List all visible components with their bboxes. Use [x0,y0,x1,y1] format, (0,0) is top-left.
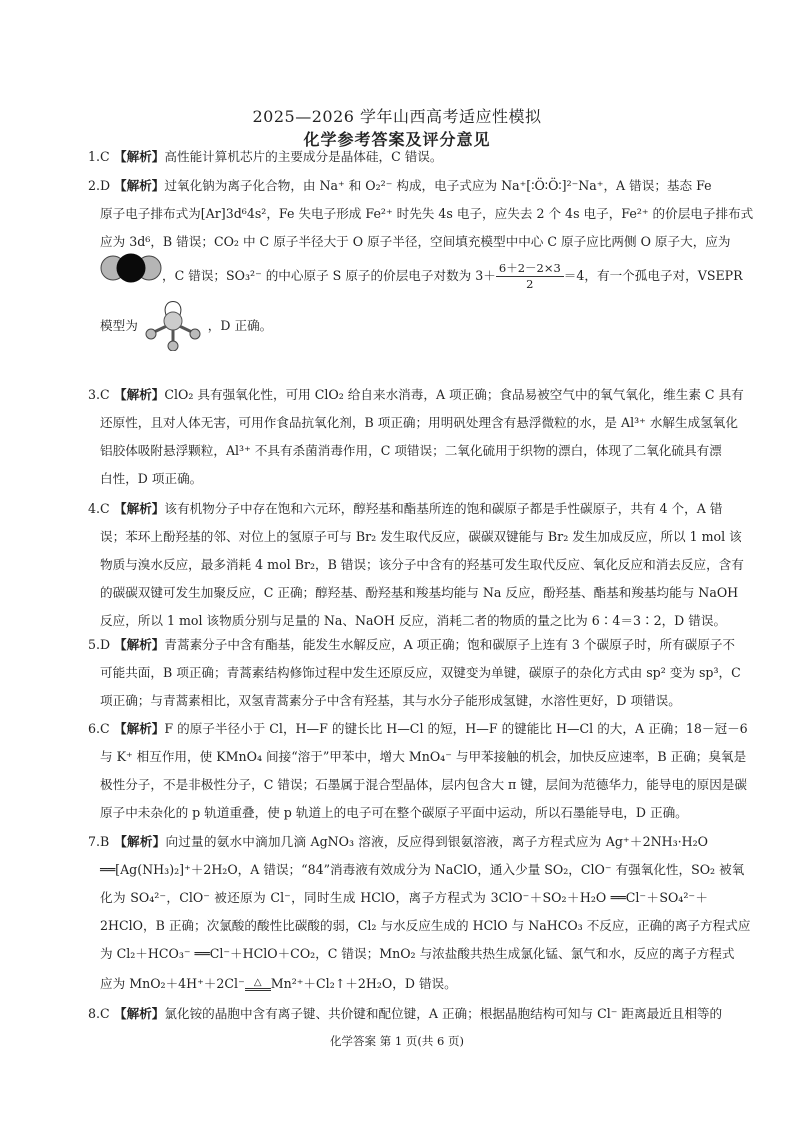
answer-line [88,743,747,771]
answer-line [88,912,751,940]
answer-text: ══[Ag(NH₃)₂]⁺＋2H₂O，A 错误；“84”消毒液有效成分为 NaClO，通入少量 SO₂，ClO⁻ 有强氧化性，SO₂ 被氧 [100,862,745,877]
answer-number: 5.D [88,637,111,652]
answer-text: 白性，D 项正确。 [100,471,203,486]
answer-line [88,172,712,200]
answer-text: F 的原子半径小于 Cl，H—F 的键长比 H—Cl 的短，H—F 的键能比 H—Cl 的大，A 正确；18－冠－6 [164,721,748,736]
answer-line [88,296,708,356]
answer-text: ＝4，有一个孤电子对，VSEPR [563,268,743,283]
answer-text: 应为 MnO₂＋4H⁺＋2Cl⁻ [100,976,245,991]
answer-text: 反应，所以 1 mol 该物质分别与足量的 Na、NaOH 反应，消耗二者的物质的量之比为 6∶4＝3∶2，D 错误。 [100,613,727,628]
answer-text: 模型为 [100,318,138,333]
answer-item [88,381,744,493]
answer-item [88,495,744,635]
answer-line [88,381,744,409]
answer-number: 3.C [88,387,110,402]
answer-text: 极性分子，不是非极性分子，C 错误；石墨属于混合型晶体，层内包含大 π 键，层间为范德华力，能导电的原因是碳 [100,777,748,792]
analysis-tag: 【解析】 [114,149,165,164]
answer-text: 向过量的氨水中滴加几滴 AgNO₃ 溶液，反应得到银氨溶液，离子方程式应为 Ag⁺＋2NH₃·H₂O [165,834,708,849]
answer-line [88,828,708,856]
answer-line [88,409,738,437]
answer-text: 可能共面，B 项正确；青蒿素结构修饰过程中发生还原反应，双键变为单键，碳原子的杂化方式由 sp² 变为 sp³，C [100,665,741,680]
answer-number: 4.C [88,501,110,516]
answer-text: 项正确；与青蒿素相比，双氢青蒿素分子中含有羟基，其与水分子能形成氢键，水溶性更好，D 项错误。 [100,693,681,708]
answer-text: 2HClO，B 正确；次氯酸的酸性比碳酸的弱，Cl₂ 与水反应生成的 HClO 与 NaHCO₃ 不反应，正确的离子方程式应 [100,918,751,933]
answer-number: 8.C [88,1006,110,1021]
answer-line [88,228,731,256]
answer-text: 铝胶体吸附悬浮颗粒，Al³⁺ 不具有杀菌消毒作用，C 项错误；二氧化硫用于织物的漂白，体现了二氧化硫具有漂 [100,443,722,458]
answer-line [88,771,748,799]
answer-item [88,143,708,171]
answer-line [88,465,708,493]
answer-line [88,631,736,659]
answer-number: 1.C [88,149,110,164]
answer-item [88,172,754,356]
answer-number: 6.C [88,721,110,736]
analysis-tag: 【解析】 [114,501,165,516]
answer-text: Mn²⁺＋Cl₂↑＋2H₂O，D 错误。 [270,976,457,991]
answer-text: 过氧化钠为离子化合物，由 Na⁺ 和 O₂²⁻ 构成，电子式应为 Na⁺[∶Ö∶Ö∶]²⁻Na⁺，A 错误；基态 Fe [164,178,712,193]
fraction-denominator: 2 [526,276,534,291]
answer-text: 误；苯环上酚羟基的邻、对位上的氢原子可与 Br₂ 发生取代反应，碳碳双键能与 Br₂ 发生加成反应，所以 1 mol 该 [100,529,742,544]
answer-item [88,828,751,1000]
page-title: 2025—2026 学年山西高考适应性模拟 [252,107,542,126]
answer-line [88,884,708,912]
answer-line [88,856,745,884]
answer-item [88,715,748,827]
answer-text: 还原性，且对人体无害，可用作食品抗氧化剂，B 项正确；用明矾处理含有悬浮微粒的水，是 Al³⁺ 水解生成氢氧化 [100,415,738,430]
answer-line [88,1000,723,1028]
analysis-tag: 【解析】 [114,1006,165,1021]
fraction-numerator: 6＋2－2×3 [496,261,564,277]
answer-line [88,659,741,687]
answer-line [88,143,708,171]
answer-number: 2.D [88,178,111,193]
equals-bar [245,988,271,991]
answer-line [88,495,723,523]
answer-text: ，D 正确。 [207,318,273,333]
answer-line [88,200,754,228]
answer-text: 青蒿素分子中含有酯基，能发生水解反应，A 项正确；饱和碳原子上连有 3 个碳原子时，所有碳原子不 [164,637,736,652]
page-subtitle: 化学参考答案及评分意见 [303,130,491,149]
answer-line [88,579,739,607]
answer-text: 物质与溴水反应，最多消耗 4 mol Br₂，B 错误；该分子中含有的羟基可发生取代反应、氧化反应和消去反应，含有 [100,557,744,572]
answer-line [88,523,742,551]
answer-line [88,968,708,1000]
answer-text: 的碳碳双键可发生加聚反应，C 正确；醇羟基、酚羟基和羧基均能与 Na 反应，酚羟基、酯基和羧基均能与 NaOH [100,585,739,600]
answer-item [88,631,741,715]
answer-text: 原子中未杂化的 p 轨道重叠，使 p 轨道上的电子可在整个碳原子平面中运动，所以石墨能导电，D 正确。 [100,805,688,820]
answer-text: 化为 SO₄²⁻，ClO⁻ 被还原为 Cl⁻，同时生成 HClO，离子方程式为 3ClO⁻＋SO₂＋H₂O ══Cl⁻＋SO₄²⁻＋ [100,890,708,905]
answer-text: 高性能计算机芯片的主要成分是晶体硅，C 错误。 [164,149,443,164]
heating-equals-sign [245,978,271,991]
answer-line [88,940,735,968]
answer-line [88,437,722,465]
answer-text: 应为 3d⁶，B 错误；CO₂ 中 C 原子半径大于 O 原子半径，空间填充模型中中心 C 原子应比两侧 O 原子大，应为 [100,234,731,249]
fraction [496,261,564,292]
answer-text: 原子电子排布式为[Ar]3d⁶4s²，Fe 失电子形成 Fe²⁺ 时先失 4s 电子，应失去 2 个 4s 电子，Fe²⁺ 的价层电子排布式 [100,206,754,221]
page-footer: 化学答案 第 1 页(共 6 页) [330,1034,464,1048]
answer-line [88,551,744,579]
analysis-tag: 【解析】 [114,834,166,849]
answer-line [88,687,708,715]
answer-text: ，C 错误；SO₃²⁻ 的中心原子 S 原子的价层电子对数为 3＋ [162,268,496,283]
answer-text: ClO₂ 具有强氧化性，可用 ClO₂ 给自来水消毒，A 项正确；食品易被空气中的氧气氧化，维生素 C 具有 [164,387,744,402]
heat-symbol: △ [253,976,262,988]
answer-text: 与 K⁺ 相互作用，使 KMnO₄ 间接“溶于”甲苯中，增大 MnO₄⁻ 与甲苯接触的机会，加快反应速率，B 正确；臭氧是 [100,749,747,764]
vsepr-model-image [138,291,208,361]
analysis-tag: 【解析】 [114,387,165,402]
answer-number: 7.B [88,834,110,849]
answer-line [88,715,748,743]
answer-line [88,256,743,296]
answer-item [88,1000,723,1028]
answer-line [88,799,708,827]
analysis-tag: 【解析】 [114,637,165,652]
answer-text: 氯化铵的晶胞中含有离子键、共价键和配位键，A 正确；根据晶胞结构可知与 Cl⁻ 距离最近且相等的 [164,1006,723,1021]
analysis-tag: 【解析】 [114,721,165,736]
answer-text: 为 Cl₂＋HCO₃⁻ ══Cl⁻＋HClO＋CO₂，C 错误；MnO₂ 与浓盐酸共热生成氯化锰、氯气和水，反应的离子方程式 [100,946,735,961]
analysis-tag: 【解析】 [114,178,165,193]
answer-text: 该有机物分子中存在饱和六元环，醇羟基和酯基所连的饱和碳原子都是手性碳原子，共有 4 个，A 错 [164,501,723,516]
